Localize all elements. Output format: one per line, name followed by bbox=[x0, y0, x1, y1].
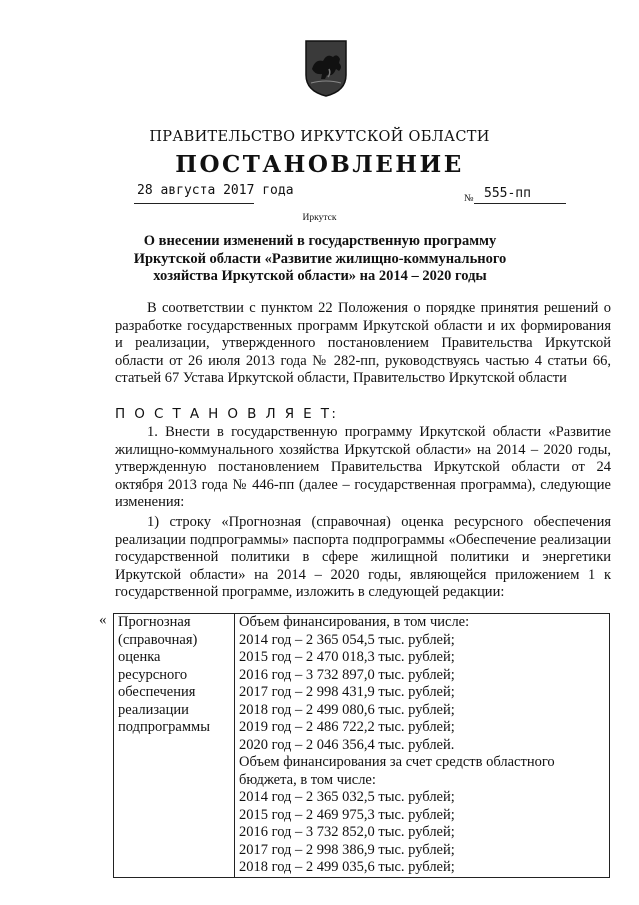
row-label-line: оценка bbox=[118, 649, 161, 665]
row-label-line: (справочная) bbox=[118, 631, 198, 648]
total-funding-year: 2017 год – 2 998 431,9 тыс. рублей; bbox=[239, 684, 455, 700]
regional-funding-heading: бюджета, в том числе: bbox=[239, 771, 376, 788]
row-label-line: реализации bbox=[118, 701, 189, 718]
item-1-paragraph: 1. Внести в государственную программу Иркутской области «Развитие жилищно-коммунального хозяйства Иркутской области» на 2014 – 2020 годы, утвержденную постановлением Правительства Иркутской области от 24 октября 2013 года № 446-пп (далее – государственная программа), следующие изменения: bbox=[115, 424, 611, 510]
row-label-line: обеспечения bbox=[118, 684, 196, 700]
row-label-line: ресурсного bbox=[118, 666, 188, 683]
preamble-paragraph: В соответствии с пунктом 22 Положения о порядке принятия решений о разработке государственных программ Иркутской области и их формирования и реализации, утвержденного постановлением Правительства Иркутской области от 26 июля 2013 года № 282-пп, руководствуясь частью 4 статьи 66, статьей 67 Устава Иркутской области, Правительство Иркутской области bbox=[115, 300, 611, 386]
date-underline bbox=[134, 203, 254, 204]
opening-quote: « bbox=[99, 612, 107, 628]
total-funding-year: 2016 год – 3 732 897,0 тыс. рублей; bbox=[239, 666, 455, 683]
total-funding-heading: Объем финансирования, в том числе: bbox=[239, 614, 470, 630]
document-date: 28 августа 2017 года bbox=[137, 183, 294, 198]
resolves-heading: П О С Т А Н О В Л Я Е Т: bbox=[115, 406, 339, 422]
number-underline bbox=[474, 203, 566, 204]
document-number: 555-пп bbox=[484, 186, 531, 201]
total-funding-year: 2018 год – 2 499 080,6 тыс. рублей; bbox=[239, 701, 455, 718]
regional-funding-year: 2016 год – 3 732 852,0 тыс. рублей; bbox=[239, 824, 455, 840]
number-sign: № bbox=[464, 193, 474, 204]
regional-funding-heading: Объем финансирования за счет средств областного bbox=[239, 754, 555, 770]
total-funding-year: 2014 год – 2 365 054,5 тыс. рублей; bbox=[239, 631, 455, 648]
row-label-line: подпрограммы bbox=[118, 719, 210, 735]
city-name: Иркутск bbox=[302, 213, 337, 223]
regional-funding-year: 2018 год – 2 499 035,6 тыс. рублей; bbox=[239, 859, 455, 875]
row-label-cell bbox=[114, 614, 235, 878]
total-funding-year: 2019 год – 2 486 722,2 тыс. рублей; bbox=[239, 719, 455, 735]
regional-funding-year: 2017 год – 2 998 386,9 тыс. рублей; bbox=[239, 841, 455, 858]
regional-funding-year: 2014 год – 2 365 032,5 тыс. рублей; bbox=[239, 789, 455, 805]
government-name: ПРАВИТЕЛЬСТВО ИРКУТСКОЙ ОБЛАСТИ bbox=[149, 129, 490, 145]
row-label-line: Прогнозная bbox=[118, 614, 191, 630]
funding-cell bbox=[235, 614, 610, 878]
total-funding-year: 2020 год – 2 046 356,4 тыс. рублей. bbox=[239, 736, 455, 753]
item-1-1-paragraph: 1) строку «Прогнозная (справочная) оценка ресурсного обеспечения реализации подпрограммы» паспорта подпрограммы «Обеспечение реализации государственной политики в сфере жилищной политики и энергетики Иркутской области» на 2014 – 2020 годы, являющейся приложением 1 к государственной программе, изложить в следующей редакции: bbox=[115, 514, 611, 600]
coat-of-arms-emblem bbox=[303, 39, 349, 97]
table-row bbox=[114, 614, 610, 878]
document-type-title: ПОСТАНОВЛЕНИЕ bbox=[175, 151, 464, 178]
total-funding-year: 2015 год – 2 470 018,3 тыс. рублей; bbox=[239, 649, 455, 665]
document-subject: О внесении изменений в государственную программу Иркутской области «Развитие жилищно-коммунального хозяйства Иркутской области» на 2014 – 2020 годы bbox=[133, 233, 507, 284]
funding-table bbox=[113, 613, 610, 878]
regional-funding-year: 2015 год – 2 469 975,3 тыс. рублей; bbox=[239, 806, 455, 823]
